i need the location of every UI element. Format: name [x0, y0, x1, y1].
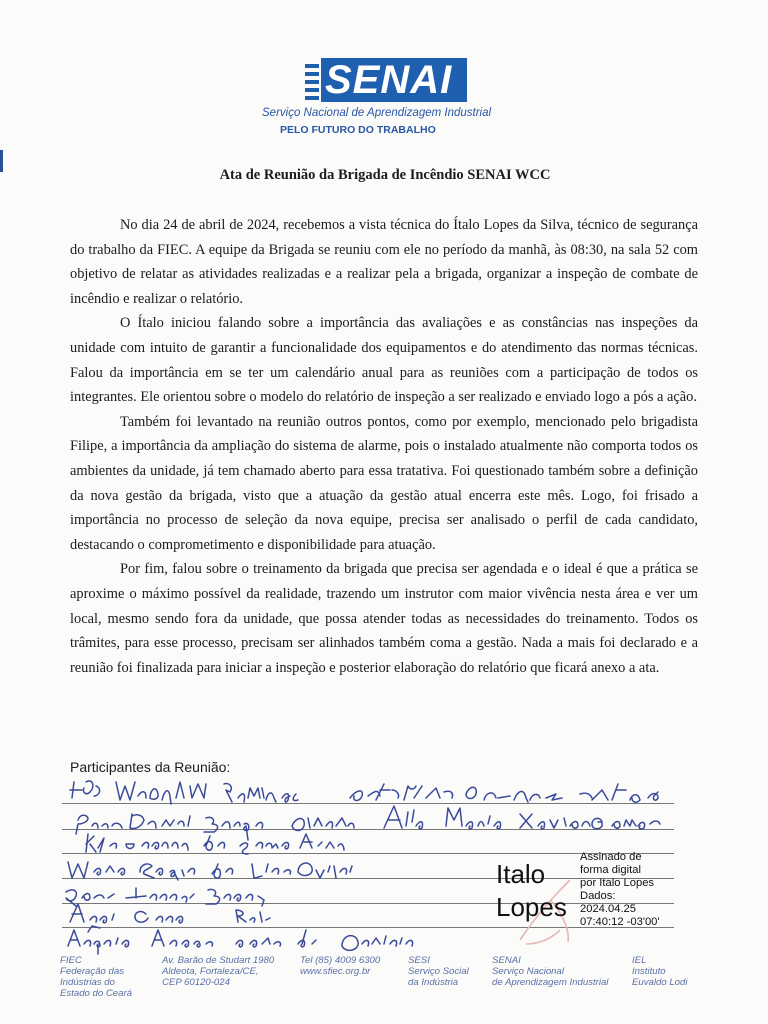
footer-iel: IEL Instituto Euvaldo Lodi [632, 955, 688, 988]
logo-tagline: PELO FUTURO DO TRABALHO [280, 124, 436, 136]
paragraph: Também foi levantado na reunião outros pontos, como por exemplo, mencionado pelo brigadista Filipe, a importância da ampliação do sistema de alarme, pois o instalado atualmente não comporta todos os ambientes da unidade, já tem chamado aberto para essa tratativa. Foi questionado também sobre a definição da nova gestão da brigada, visto que a atuação da gestão atual encerra este mês. Logo, foi frisado a importância no processo de seleção da nova equipe, precisa ser analisado o perfil de cada candidato, destacando o comprometimento e disponibilidade para atuação. [70, 413, 698, 553]
footer-address: Av. Barão de Studart 1980 Aldeota, Fortaleza/CE, CEP 60120-024 [162, 955, 275, 988]
digital-signature-details: Assinado de forma digital por Italo Lopes Dados: 2024.04.25 07:40:12 -03'00' [580, 851, 660, 928]
footer-fiec: FIEC Federação das Indústrias do Estado do Ceará [60, 955, 132, 999]
paragraph: O Ítalo iniciou falando sobre a importância das avaliações e as constâncias nas inspeções da unidade com intuito de garantir a funcionalidade dos equipamentos e do atendimento das normas técnicas. Falou da importância em se ter um calendário anual para as reuniões com a participação de todos os integrantes. Ele orientou sobre o modelo do relatório de inspeção a ser realizado e enviado logo a pós a ação. [70, 315, 698, 406]
logo-subtitle: Serviço Nacional de Aprendizagem Industrial [262, 107, 492, 119]
paragraph: Por fim, falou sobre o treinamento da brigada que precisa ser agendada e o ideal é que a prática se aproxime o máximo possível da realidade, trazendo um instrutor com maior vivência nesta área e ver um local, mesmo sendo fora da unidade, que possa atender todas as necessidades do treinamento. Todos os trâmites, para esse processo, precisam ser alinhados também coma a gestão. Nada a mais foi declarado e a reunião foi finalizada para iniciar a inspeção e posterior elaboração do relatório que ficará anexo a ata. [70, 561, 698, 676]
logo-text: SENAI [321, 58, 467, 102]
paragraph: No dia 24 de abril de 2024, recebemos a vista técnica do Ítalo Lopes da Silva, técnico de segurança do trabalho da FIEC. A equipe da Brigada se reuniu com ele no período da manhã, às 08:30, na sala 52 com objetivo de relatar as atividades realizadas e a realizar pela a brigada, organizar a inspeção de combate de incêndio e realizar o relatório. [70, 217, 698, 307]
senai-logo [305, 58, 467, 102]
participants-label: Participantes da Reunião: [70, 759, 231, 775]
footer-senai: SENAI Serviço Nacional de Aprendizagem Industrial [492, 955, 609, 988]
document-title: Ata de Reunião da Brigada de Incêndio SENAI WCC [219, 167, 551, 183]
footer-sesi: SESI Serviço Social da Indústria [408, 955, 469, 988]
digital-signature-name: Italo Lopes [496, 859, 567, 922]
footer-contact: Tel (85) 4009 6300 www.sfiec.org.br [300, 955, 381, 977]
footer [0, 950, 768, 1024]
document-body [70, 213, 698, 680]
